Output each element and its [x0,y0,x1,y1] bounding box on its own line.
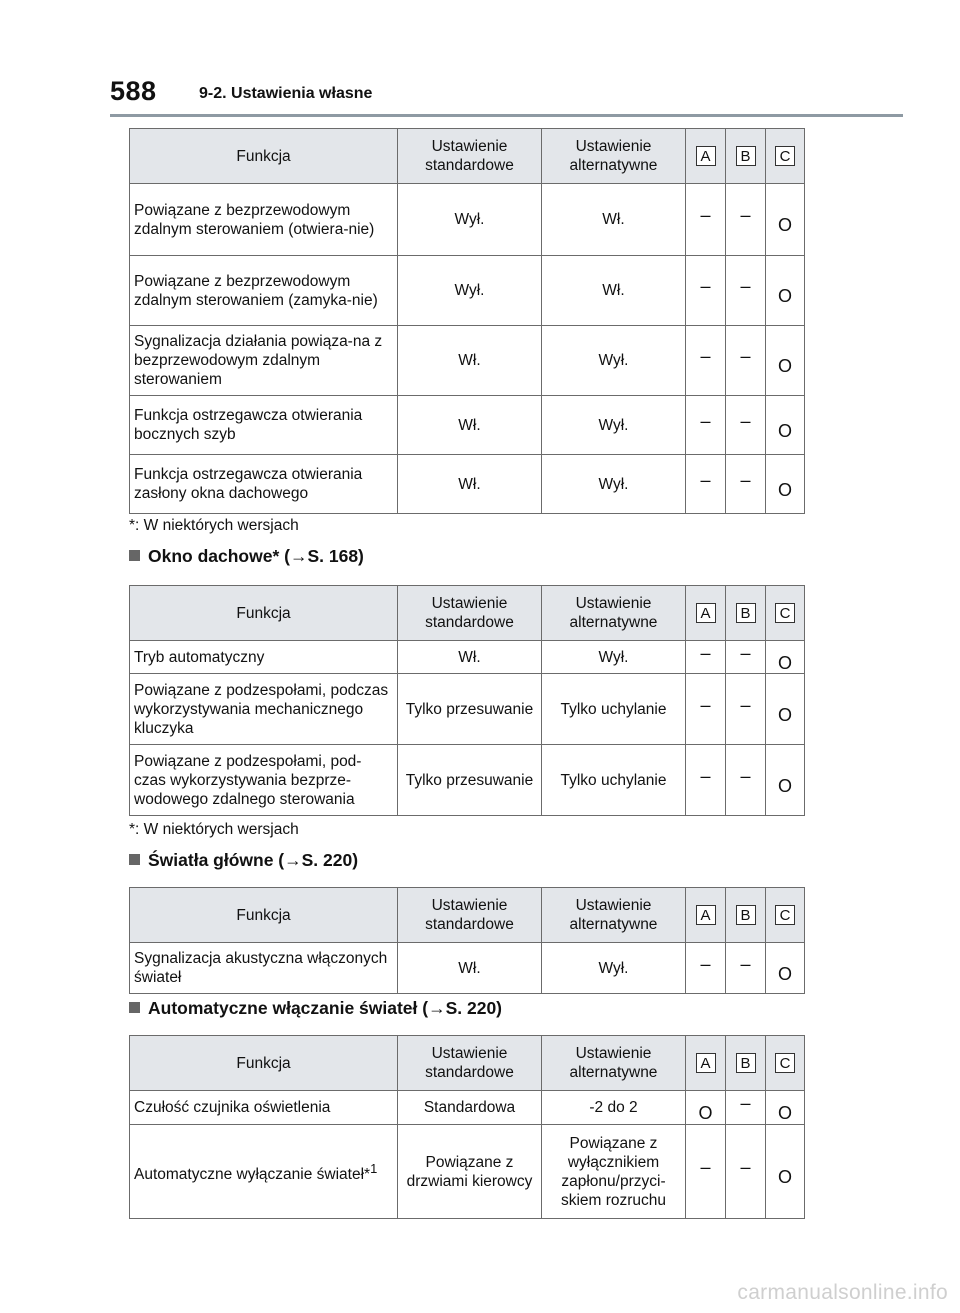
cell-c [766,943,805,994]
cell-b-value: – [740,1157,751,1177]
cell-b [726,745,766,816]
cell-a-value: – [700,410,711,431]
cell-alternative: Wł. [542,256,686,326]
table-header-row [130,888,805,943]
cell-b [726,641,766,674]
cell-a-value: – [700,765,711,786]
col-header-b [726,586,766,641]
table-row [130,674,805,745]
footnote: *: W niektórych wersjach [129,821,299,838]
col-header-c [766,1036,805,1091]
settings-table-wireless [129,128,805,514]
cell-default: Wł. [398,455,542,514]
cell-alternative: Wył. [542,641,686,674]
cell-alternative: Wł. [542,184,686,256]
cell-c-value: O [777,356,792,376]
cell-function: Powiązane z podzespołami, pod-czas wykorzystywania bezprze-wodowego zdalnego sterowania [130,745,398,816]
cell-alternative: Wył. [542,326,686,396]
col-header-c [766,586,805,641]
cell-default: Powiązane z drzwiami kierowcy [398,1125,542,1219]
table-row [130,641,805,674]
badge-a: A [696,1053,716,1073]
cell-c-value: O [777,215,792,235]
heading-autolights [129,998,502,1019]
cell-a [686,184,726,256]
cell-b-value: – [740,469,751,490]
cell-c-value: O [777,1103,792,1123]
col-header-a [686,129,726,184]
cell-function: Sygnalizacja działania powiąza-na z bezprzewodowym zdalnym sterowaniem [130,326,398,396]
col-header-b [726,888,766,943]
cell-function: Funkcja ostrzegawcza otwierania bocznych szyb [130,396,398,455]
cell-c-value: O [777,963,792,984]
watermark: carmanualsonline.info [737,1281,948,1304]
settings-table-sunroof [129,585,805,816]
table-header-row [130,1036,805,1091]
cell-c [766,184,805,256]
badge-b: B [736,603,756,623]
table-row [130,1125,805,1219]
table-row [130,943,805,994]
badge-a: A [696,905,716,925]
cell-function: Sygnalizacja akustyczna włączonych świateł [130,943,398,994]
cell-c [766,455,805,514]
col-header-a [686,1036,726,1091]
cell-alternative: Wył. [542,455,686,514]
table-row [130,396,805,455]
cell-a [686,326,726,396]
cell-c [766,1125,805,1219]
cell-default: Standardowa [398,1091,542,1125]
col-header-a [686,888,726,943]
cell-alternative: Wył. [542,396,686,455]
cell-c [766,641,805,674]
cell-b-value: – [740,642,751,663]
cell-c [766,396,805,455]
cell-a-value: – [700,642,711,663]
cell-a [686,1125,726,1219]
cell-function: Funkcja ostrzegawcza otwierania zasłony okna dachowego [130,455,398,514]
cell-a [686,1091,726,1125]
cell-a [686,455,726,514]
cell-a [686,396,726,455]
cell-a-value: – [700,276,711,296]
cell-a [686,641,726,674]
col-header-c [766,129,805,184]
col-header-alternative: Ustawienie alternatywne [542,129,686,184]
badge-b: B [736,905,756,925]
cell-c-value: O [777,704,792,725]
cell-b-value: – [740,410,751,431]
cell-function: Powiązane z bezprzewodowym zdalnym sterowaniem (otwiera-nie) [130,184,398,256]
settings-table-autolights [129,1035,805,1219]
cell-c [766,326,805,396]
cell-a-value: – [700,205,711,225]
square-bullet-icon [129,1002,140,1013]
cell-b-value: – [740,205,751,225]
footnote: *: W niektórych wersjach [129,517,299,534]
heading-sunroof [129,546,364,567]
cell-c [766,256,805,326]
table-row [130,455,805,514]
cell-alternative: Powiązane z wyłącznikiem zapłonu/przyci-skiem rozruchu [542,1125,686,1219]
cell-function: Czułość czujnika oświetlenia [130,1091,398,1125]
square-bullet-icon [129,854,140,865]
cell-b [726,674,766,745]
col-header-alternative: Ustawienie alternatywne [542,888,686,943]
cell-c-value: O [777,1167,792,1187]
cell-alternative: Wył. [542,943,686,994]
table-header-row [130,129,805,184]
cell-default: Wł. [398,641,542,674]
col-header-function: Funkcja [130,129,398,184]
cell-b [726,455,766,514]
cell-b [726,256,766,326]
cell-default: Tylko przesuwanie [398,745,542,816]
col-header-default: Ustawienie standardowe [398,586,542,641]
cell-c [766,1091,805,1125]
cell-function: Tryb automatyczny [130,641,398,674]
cell-c-value: O [777,286,792,306]
cell-default: Tylko przesuwanie [398,674,542,745]
cell-a [686,256,726,326]
badge-b: B [736,1053,756,1073]
cell-b-value: – [740,953,751,974]
badge-b: B [736,146,756,166]
cell-b-value: – [740,346,751,366]
heading-headlights [129,850,358,871]
cell-b [726,1125,766,1219]
cell-a-value: – [700,694,711,715]
cell-default: Wł. [398,396,542,455]
cell-a-value: – [700,1157,711,1177]
cell-default: Wył. [398,184,542,256]
cell-c-value: O [777,479,792,500]
cell-b-value: – [740,1093,751,1113]
cell-alternative: Tylko uchylanie [542,745,686,816]
cell-c-value: O [777,652,792,673]
page-header [0,0,960,120]
cell-default: Wył. [398,256,542,326]
cell-a [686,943,726,994]
badge-c: C [775,1053,795,1073]
cell-c [766,674,805,745]
table-row [130,184,805,256]
cell-alternative: Tylko uchylanie [542,674,686,745]
cell-b-value: – [740,765,751,786]
cell-b [726,184,766,256]
badge-c: C [775,146,795,166]
cell-a [686,745,726,816]
col-header-function: Funkcja [130,586,398,641]
table-row [130,745,805,816]
cell-c [766,745,805,816]
table-row [130,326,805,396]
badge-c: C [775,603,795,623]
table-row [130,256,805,326]
col-header-function: Funkcja [130,1036,398,1091]
cell-b-value: – [740,276,751,296]
cell-c-value: O [777,420,792,441]
cell-function-text: Automatyczne wyłączanie świateł* [134,1166,371,1184]
square-bullet-icon [129,550,140,561]
header-divider [110,114,903,117]
table-row [130,1091,805,1125]
cell-a-value: – [700,469,711,490]
col-header-c [766,888,805,943]
cell-default: Wł. [398,943,542,994]
col-header-default: Ustawienie standardowe [398,888,542,943]
col-header-b [726,1036,766,1091]
col-header-b [726,129,766,184]
cell-alternative: -2 do 2 [542,1091,686,1125]
heading-autolights-text: Automatyczne włączanie świateł (→S. 220) [148,998,503,1018]
col-header-function: Funkcja [130,888,398,943]
heading-sunroof-text: Okno dachowe* (→S. 168) [148,546,364,566]
badge-a: A [696,603,716,623]
col-header-alternative: Ustawienie alternatywne [542,586,686,641]
cell-b [726,326,766,396]
col-header-alternative: Ustawienie alternatywne [542,1036,686,1091]
col-header-default: Ustawienie standardowe [398,129,542,184]
badge-c: C [775,905,795,925]
cell-a-value: O [698,1103,713,1123]
table-header-row [130,586,805,641]
settings-table-headlights [129,887,805,994]
cell-a [686,674,726,745]
cell-b [726,943,766,994]
page-number: 588 [110,76,157,106]
cell-function: Powiązane z podzespołami, podczas wykorzystywania mechanicznego kluczyka [130,674,398,745]
footnote-marker: 1 [370,1160,378,1176]
cell-a-value: – [700,953,711,974]
col-header-a [686,586,726,641]
cell-b [726,396,766,455]
cell-c-value: O [777,775,792,796]
cell-a-value: – [700,346,711,366]
cell-function: Powiązane z bezprzewodowym zdalnym sterowaniem (zamyka-nie) [130,256,398,326]
cell-b-value: – [740,694,751,715]
cell-function [130,1125,398,1219]
badge-a: A [696,146,716,166]
cell-default: Wł. [398,326,542,396]
section-title: 9-2. Ustawienia własne [199,85,373,102]
col-header-default: Ustawienie standardowe [398,1036,542,1091]
heading-headlights-text: Światła główne (→S. 220) [148,850,359,870]
cell-b [726,1091,766,1125]
